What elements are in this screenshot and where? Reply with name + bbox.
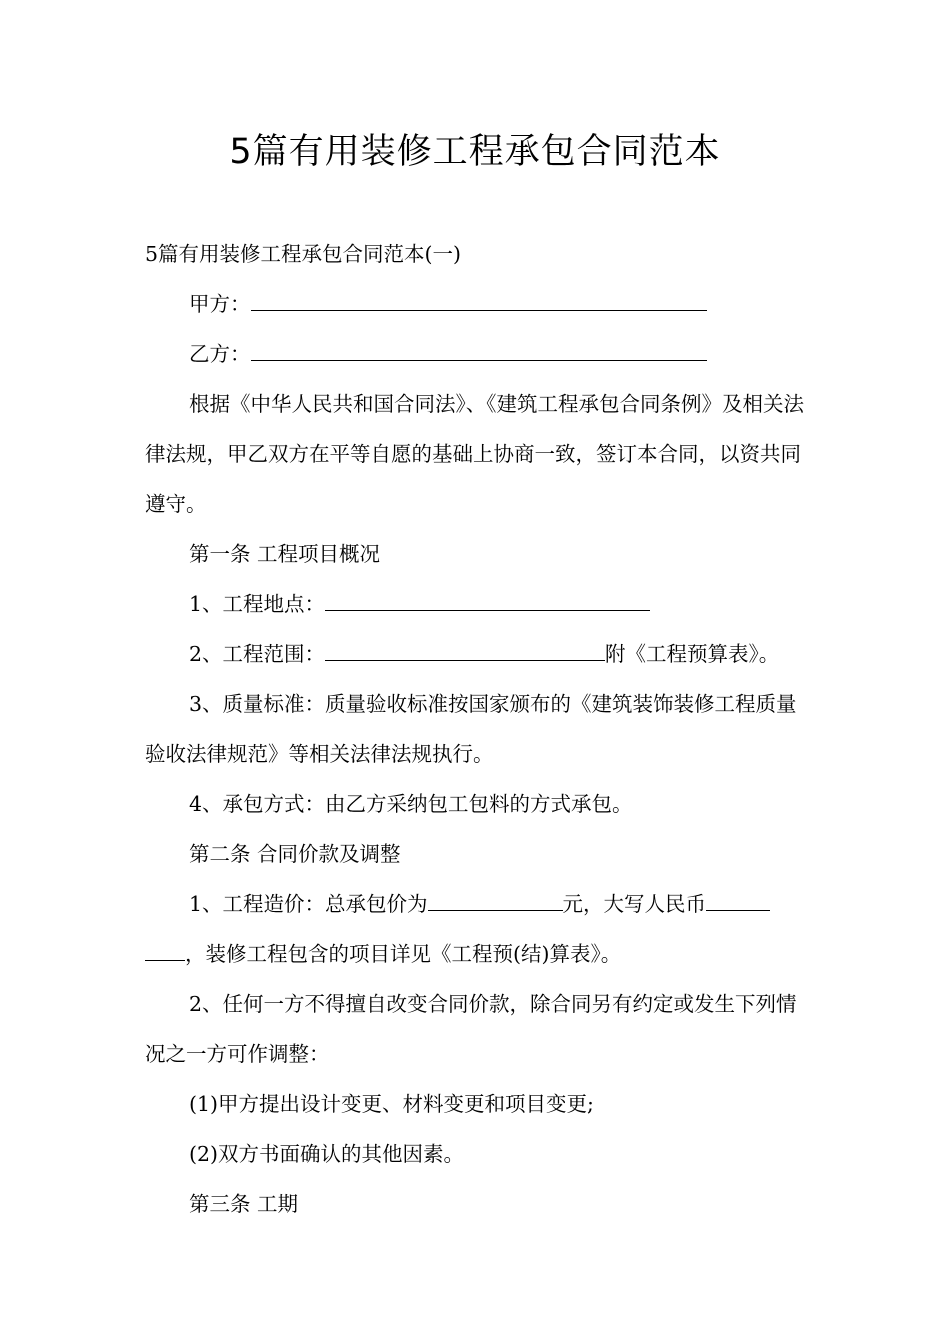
document-body [145,229,810,1229]
location-blank [325,592,650,611]
intro-paragraph: 根据《中华人民共和国合同法》、《建筑工程承包合同条例》及相关法律法规，甲乙双方在平等自愿的基础上协商一致，签订本合同，以资共同遵守。 [145,392,804,516]
amount-words-blank-end [145,942,185,961]
article1-item4: 4、承包方式：由乙方采纳包工包料的方式承包。 [189,792,633,816]
article3-heading: 第三条 工期 [189,1192,299,1216]
price-prefix: 1、工程造价：总承包价为 [189,892,428,916]
party-b-line [145,329,810,379]
article1-item1 [145,579,810,629]
article1-item2 [145,629,810,679]
article2-item1-line1 [145,879,810,929]
article2-sub1: (1)甲方提出设计变更、材料变更和项目变更; [189,1092,594,1116]
document-title: 5篇有用装修工程承包合同范本 [229,132,721,172]
article2-item2: 2、任何一方不得擅自改变合同价款，除合同另有约定或发生下列情况之一方可作调整： [145,992,797,1066]
article1-heading: 第一条 工程项目概况 [189,542,381,566]
party-a-label: 甲方： [189,292,251,316]
article1-item3: 3、质量标准：质量验收标准按国家颁布的《建筑装饰装修工程质量验收法律规范》等相关法律法规执行。 [145,692,797,766]
location-label: 1、工程地点： [189,592,326,616]
contract-subtitle: 5篇有用装修工程承包合同范本(一) [145,242,462,266]
article2-sub2: (2)双方书面确认的其他因素。 [189,1142,465,1166]
scope-blank [325,642,605,661]
amount-words-blank-start [706,892,770,911]
party-b-blank [251,342,707,361]
article2-heading: 第二条 合同价款及调整 [189,842,401,866]
scope-suffix: 附《工程预算表》。 [605,642,780,666]
article2-item1-line2 [145,929,810,979]
party-a-blank [251,292,707,311]
price-blank [428,892,563,911]
scope-label: 2、工程范围： [189,642,326,666]
party-b-label: 乙方： [189,342,251,366]
party-a-line [145,279,810,329]
price-suffix: ，装修工程包含的项目详见《工程预(结)算表》。 [185,942,622,966]
price-mid: 元，大写人民币 [562,892,707,916]
